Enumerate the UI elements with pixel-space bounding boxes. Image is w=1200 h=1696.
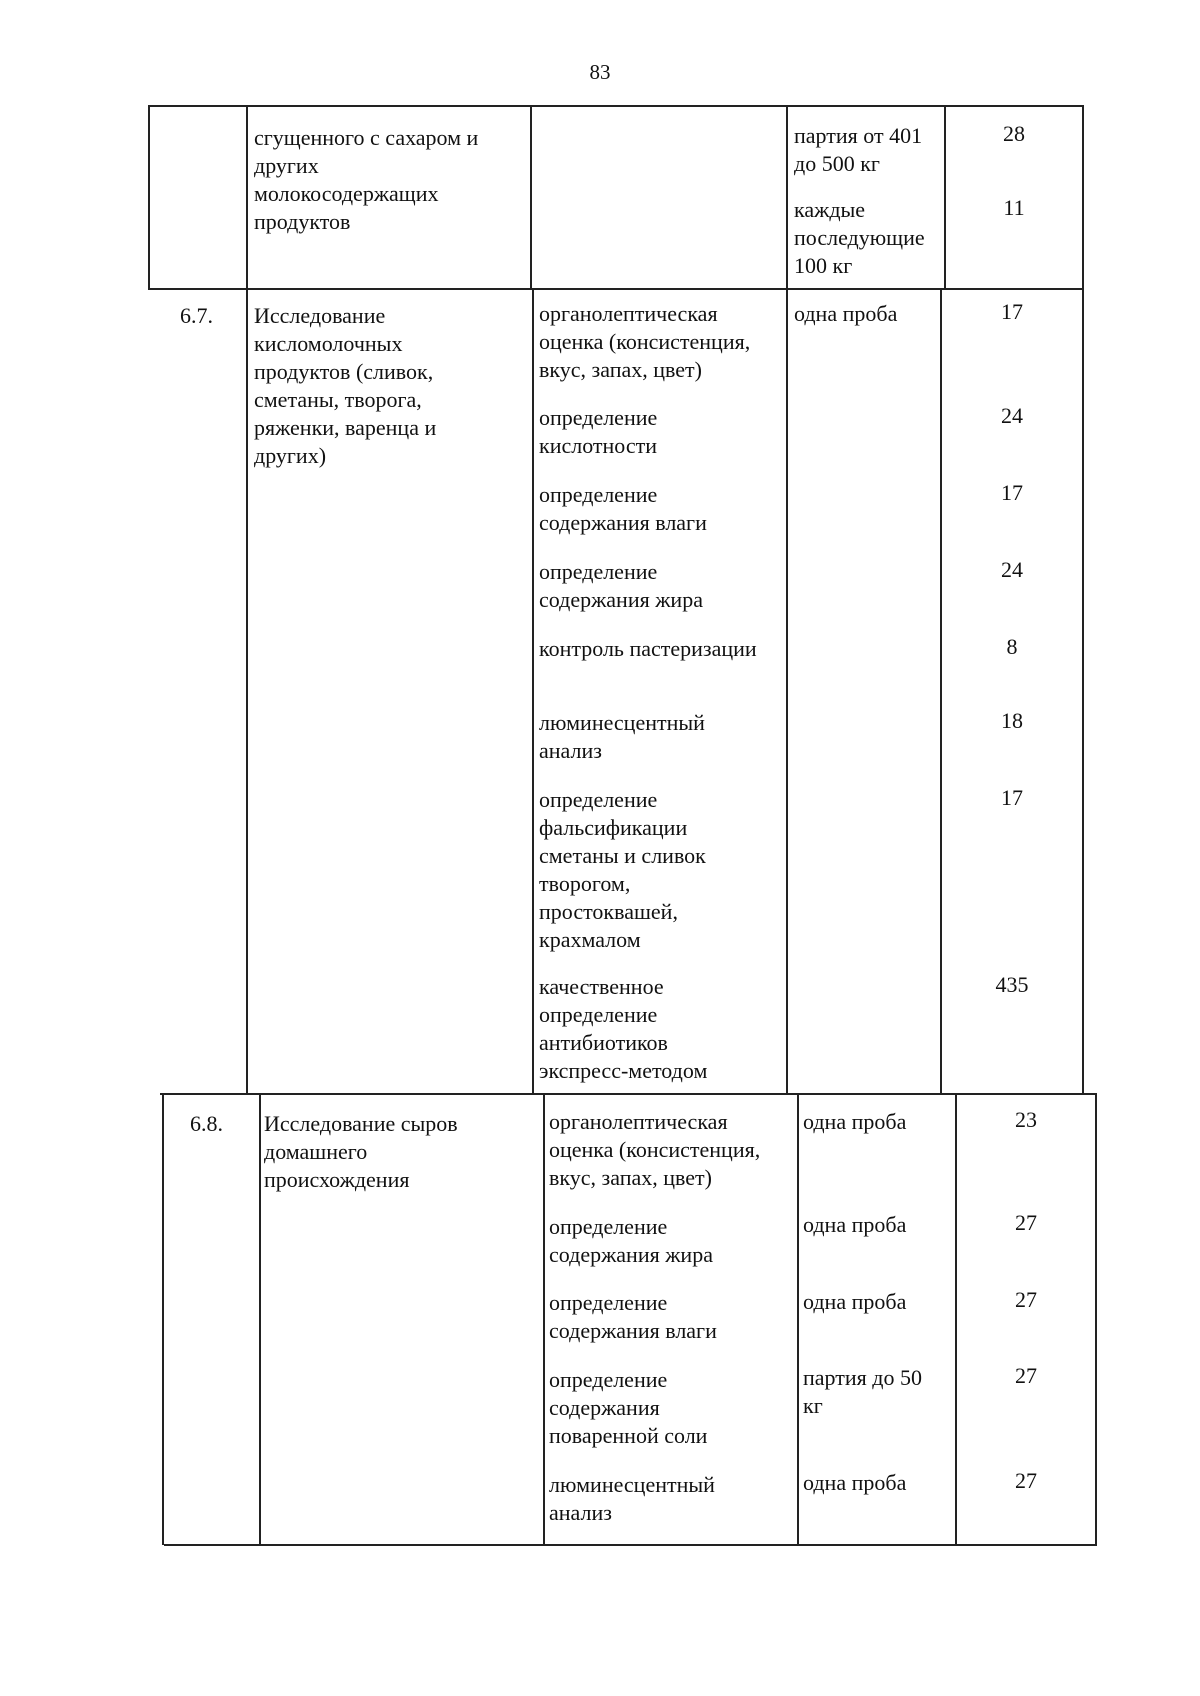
table-rule xyxy=(164,1544,1097,1546)
test-price: 23 xyxy=(1015,1107,1037,1132)
test-name: определение содержания влаги xyxy=(539,482,707,535)
table-rule xyxy=(246,105,248,289)
test-name: определение содержания жира xyxy=(549,1214,713,1267)
row-price: 28 xyxy=(1003,121,1025,146)
test-unit: одна проба xyxy=(803,1289,907,1314)
test-name: люминесцентный анализ xyxy=(549,1472,715,1525)
table-rule xyxy=(162,1093,164,1545)
test-price: 8 xyxy=(1006,634,1018,659)
table-rule xyxy=(1082,105,1084,289)
test-name: люминесцентный анализ xyxy=(539,710,705,763)
test-price: 27 xyxy=(1015,1363,1037,1388)
table-rule xyxy=(786,288,788,1094)
test-name: органолептическая оценка (консистенция, вкус, запах, цвет) xyxy=(539,301,751,382)
table-rule xyxy=(259,1093,261,1545)
row-name: сгущенного с сахаром и других молокосодержащих продуктов xyxy=(254,125,479,234)
table-rule xyxy=(955,1093,957,1545)
table-rule xyxy=(1082,288,1084,1094)
test-price: 17 xyxy=(1001,299,1023,324)
row-name: Исследование сыров домашнего происхождения xyxy=(264,1111,458,1192)
test-price: 435 xyxy=(995,972,1029,997)
table-rule xyxy=(246,288,248,1094)
table-rule xyxy=(944,105,946,289)
table-rule xyxy=(532,288,534,1094)
test-price: 24 xyxy=(1001,403,1023,428)
test-price: 27 xyxy=(1015,1210,1037,1235)
test-price: 17 xyxy=(1001,480,1023,505)
table-rule xyxy=(940,288,942,1094)
row-price: 11 xyxy=(1003,195,1025,220)
test-name: определение фальсификации сметаны и сливок творогом, простоквашей, крахмалом xyxy=(539,787,706,952)
test-name: качественное определение антибиотиков экспресс-методом xyxy=(539,974,708,1083)
test-price: 18 xyxy=(1001,708,1023,733)
test-name: определение кислотности xyxy=(539,405,658,458)
row-unit: одна проба xyxy=(794,301,898,326)
test-unit: одна проба xyxy=(803,1212,907,1237)
table-rule xyxy=(797,1093,799,1545)
test-unit: одна проба xyxy=(803,1109,907,1134)
test-name: контроль пастеризации xyxy=(539,636,757,661)
row-number: 6.7. xyxy=(180,303,213,328)
test-name: определение содержания влаги xyxy=(549,1290,717,1343)
page-number: 83 xyxy=(589,60,611,84)
row-unit: партия от 401 до 500 кг xyxy=(794,123,923,176)
test-unit: партия до 50 кг xyxy=(803,1365,922,1418)
row-name: Исследование кисломолочных продуктов (сливок, сметаны, творога, ряженки, варенца и других) xyxy=(254,303,437,468)
test-unit: одна проба xyxy=(803,1470,907,1495)
table-rule xyxy=(530,105,532,289)
test-price: 27 xyxy=(1015,1287,1037,1312)
row-unit: каждые последующие 100 кг xyxy=(794,197,925,278)
test-name: определение содержания жира xyxy=(539,559,703,612)
test-name: органолептическая оценка (консистенция, вкус, запах, цвет) xyxy=(549,1109,761,1190)
row-number: 6.8. xyxy=(190,1111,223,1136)
table-rule xyxy=(148,288,1084,290)
test-price: 24 xyxy=(1001,557,1023,582)
table-rule xyxy=(543,1093,545,1545)
table-rule xyxy=(148,105,150,289)
table-rule xyxy=(1095,1093,1097,1545)
table-rule xyxy=(786,105,788,289)
test-name: определение содержания поваренной соли xyxy=(549,1367,708,1448)
test-price: 27 xyxy=(1015,1468,1037,1493)
test-price: 17 xyxy=(1001,785,1023,810)
